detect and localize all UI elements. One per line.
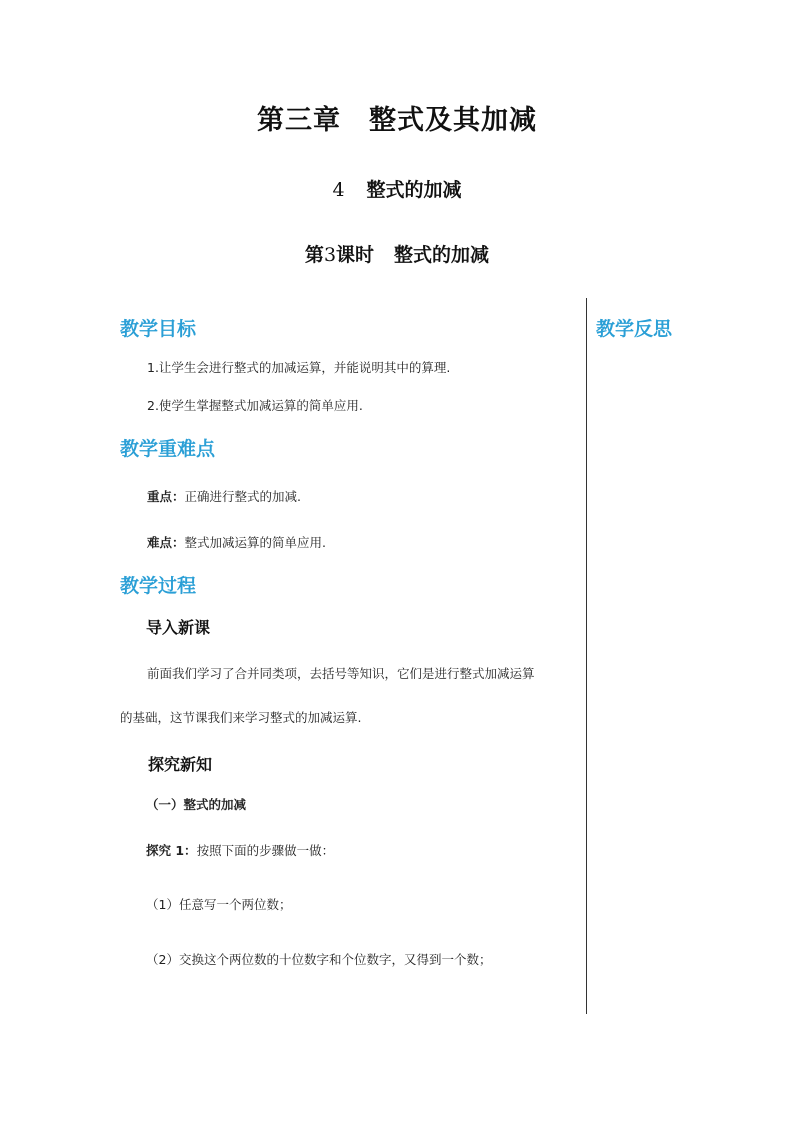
lesson-title	[0, 240, 794, 267]
difficulty-point	[147, 533, 326, 551]
step-1: （1）任意写一个两位数；	[146, 897, 292, 912]
objective-item-2: 2.使学生掌握整式加减运算的简单应用.	[147, 398, 363, 413]
section-number: 4	[332, 179, 345, 201]
section-name: 整式的加减	[366, 179, 462, 201]
focus-text: 正确进行整式的加减.	[184, 489, 301, 504]
lesson-suffix: 课时	[336, 244, 375, 266]
intro-paragraph-line-2: 的基础，这节课我们来学习整式的加减运算.	[120, 710, 362, 725]
reflection-heading: 教学反思	[596, 318, 673, 340]
lesson-number: 3	[323, 244, 337, 266]
focus-point	[147, 487, 301, 505]
part-one-label: （一）整式的加减	[146, 797, 247, 812]
focus-label: 重点：	[147, 489, 185, 504]
explore-heading: 探究新知	[148, 755, 213, 774]
objective-item-1: 1.让学生会进行整式的加减运算，并能说明其中的算理.	[147, 360, 451, 375]
lesson-name: 整式的加减	[394, 244, 490, 266]
objectives-heading: 教学目标	[120, 318, 197, 340]
step-2: （2）交换这个两位数的十位数字和个位数字，又得到一个数；	[146, 952, 492, 967]
explore-1	[146, 841, 334, 859]
section-title	[0, 175, 794, 202]
process-heading: 教学过程	[120, 575, 197, 597]
explore-1-text: 按照下面的步骤做一做：	[196, 843, 335, 858]
difficulty-text: 整式加减运算的简单应用.	[184, 535, 326, 550]
explore-1-label: 探究 1：	[146, 843, 197, 858]
chapter-title: 第三章 整式及其加减	[257, 105, 537, 136]
column-divider	[586, 298, 587, 1014]
intro-heading: 导入新课	[146, 618, 211, 637]
lesson-prefix: 第	[304, 244, 324, 266]
intro-paragraph-line-1: 前面我们学习了合并同类项，去括号等知识，它们是进行整式加减运算	[147, 666, 535, 681]
key-points-heading: 教学重难点	[120, 438, 216, 460]
difficulty-label: 难点：	[147, 535, 185, 550]
